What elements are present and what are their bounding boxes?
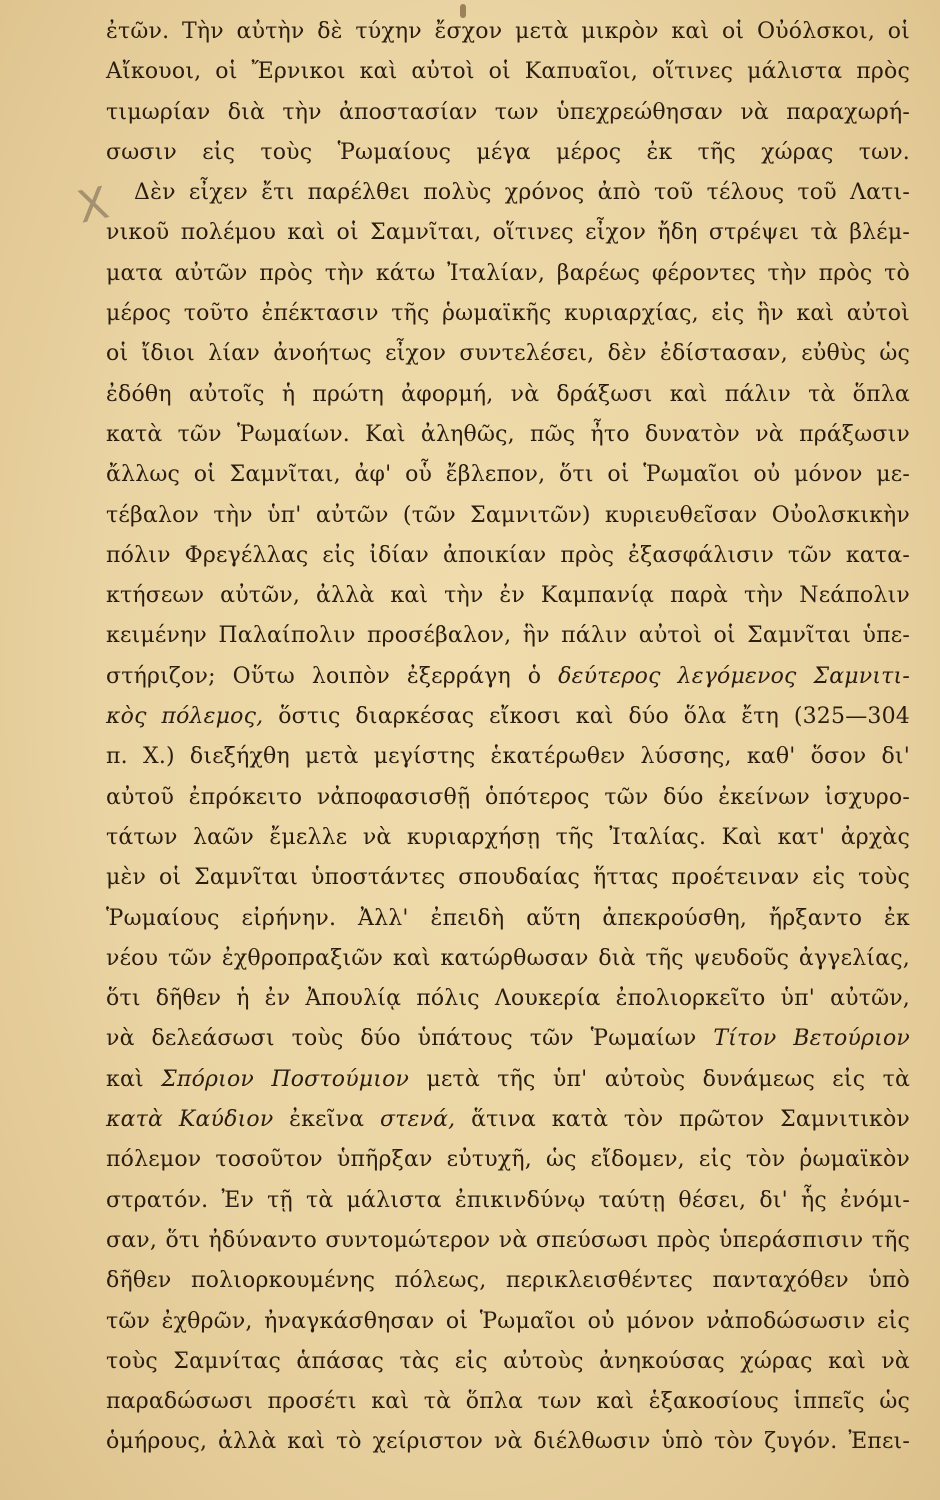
- text-run: σωσιν εἰς τοὺς Ῥωμαίους μέγα μέρος ἐκ τῆς χώρας των.: [106, 139, 910, 165]
- text-line: [106, 133, 910, 173]
- text-line: [106, 697, 910, 737]
- text-run: δῆθεν πολιορκουμένης πόλεως, περικλεισθέντες πανταχόθεν ὑπὸ: [106, 1268, 910, 1294]
- text-line: [106, 576, 910, 616]
- text-run: ἐδόθη αὐτοῖς ἡ πρώτη ἀφορμή, νὰ δράξωσι καὶ πάλιν τὰ ὅπλα: [106, 381, 910, 407]
- text-run: πόλιν Φρεγέλλας εἰς ἰδίαν ἀποικίαν πρὸς ἐξασφάλισιν τῶν κατα-: [106, 542, 910, 568]
- text-run: νικοῦ πολέμου καὶ οἱ Σαμνῖται, οἵτινες εἶχον ἤδη στρέψει τὰ βλέμ-: [106, 220, 910, 246]
- text-run: κτήσεων αὐτῶν, ἀλλὰ καὶ τὴν ἐν Καμπανίᾳ παρὰ τὴν Νεάπολιν: [106, 583, 910, 609]
- text-line: [106, 1302, 910, 1342]
- text-run: σαν, ὅτι ἠδύναντο συντομώτερον νὰ σπεύσωσι πρὸς ὑπεράσπισιν τῆς: [106, 1227, 910, 1253]
- text-line: [106, 536, 910, 576]
- text-run: ματα αὐτῶν πρὸς τὴν κάτω Ἰταλίαν, βαρέως φέροντες τὴν πρὸς τὸ: [106, 260, 910, 286]
- text-run: Ῥωμαίους εἰρήνην. Ἀλλ' ἐπειδὴ αὕτη ἀπεκρούσθη, ἤρξαντο ἐκ: [106, 905, 910, 931]
- text-run: κατὰ τῶν Ῥωμαίων. Καὶ ἀληθῶς, πῶς ἦτο δυνατὸν νὰ πράξωσιν: [106, 421, 910, 447]
- text-line: [106, 294, 910, 334]
- text-line: [106, 1382, 910, 1422]
- text-line: [106, 1060, 910, 1100]
- text-line: [106, 1261, 910, 1301]
- text-run: αὐτοῦ ἐπρόκειτο νἀποφασισθῇ ὁπότερος τῶν δύο ἐκείνων ἰσχυρο-: [106, 784, 910, 810]
- text-run: πόλεμον τοσοῦτον ὑπῆρξαν εὐτυχῆ, ὡς εἴδομεν, εἰς τὸν ῥωμαϊκὸν: [106, 1147, 910, 1173]
- text-run: ἐτῶν. Τὴν αὐτὴν δὲ τύχην ἔσχον μετὰ μικρὸν καὶ οἱ Οὐόλσκοι, οἱ: [106, 19, 910, 44]
- text-run: κειμένην Παλαίπολιν προσέβαλον, ἣν πάλιν αὐτοὶ οἱ Σαμνῖται ὑπε-: [106, 623, 910, 649]
- text-line: [106, 899, 910, 939]
- text-run: π. Χ.) διεξήχθη μετὰ μεγίστης ἑκατέρωθεν λύσσης, καθ' ὅσον δι': [106, 744, 910, 770]
- text-run: τάτων λαῶν ἔμελλε νὰ κυριαρχήσῃ τῆς Ἰταλίας. Καὶ κατ' ἀρχὰς: [106, 824, 910, 850]
- text-line: [106, 213, 910, 253]
- italic-phrase: Τίτον Βετούριον: [713, 1026, 910, 1052]
- italic-phrase: Σπόριον Ποστούμιον: [161, 1066, 410, 1092]
- text-line: [106, 496, 910, 536]
- text-run: τιμωρίαν διὰ τὴν ἀποστασίαν των ὑπεχρεώθησαν νὰ παραχωρή-: [106, 99, 910, 125]
- text-run: τῶν ἐχθρῶν, ἠναγκάσθησαν οἱ Ῥωμαῖοι οὐ μόνον νἀποδώσωσιν εἰς: [106, 1308, 910, 1334]
- text-run: παραδώσωσι προσέτι καὶ τὰ ὅπλα των καὶ ἑξακοσίους ἱππεῖς ὡς: [106, 1389, 910, 1415]
- italic-phrase: κὸς πόλεμος,: [106, 704, 264, 730]
- text-run: καὶ: [106, 1066, 162, 1092]
- italic-phrase: στενά,: [379, 1107, 456, 1133]
- text-run: οἱ ἴδιοι λίαν ἀνοήτως εἶχον συντελέσει, δὲν ἐδίστασαν, εὐθὺς ὡς: [106, 341, 910, 367]
- text-line: [106, 52, 910, 92]
- text-run: ὅτι δῆθεν ἡ ἐν Ἀπουλίᾳ πόλις Λουκερία ἐπολιορκεῖτο ὑπ' αὐτῶν,: [106, 986, 910, 1012]
- text-line: [106, 737, 910, 777]
- text-run: Δὲν εἶχεν ἔτι παρέλθει πολὺς χρόνος ἀπὸ τοῦ τέλους τοῦ Λατι-: [134, 180, 910, 206]
- text-line: [106, 12, 910, 52]
- text-line: [106, 1422, 910, 1462]
- text-line: [106, 93, 910, 133]
- text-line: [106, 1342, 910, 1382]
- text-line: [106, 858, 910, 898]
- text-line: [106, 334, 910, 374]
- text-line: [106, 657, 910, 697]
- text-line: [106, 1019, 910, 1059]
- text-run: ἅτινα κατὰ τὸν πρῶτον Σαμνιτικὸν: [455, 1107, 910, 1133]
- text-run: ἐκεῖνα: [273, 1107, 380, 1133]
- text-line: [106, 778, 910, 818]
- text-line: [106, 1140, 910, 1180]
- text-run: ὅστις διαρκέσας εἴκοσι καὶ δύο ὅλα ἔτη (325—304: [263, 704, 910, 730]
- text-run: ὁμήρους, ἀλλὰ καὶ τὸ χείριστον νὰ διέλθωσιν ὑπὸ τὸν ζυγόν. Ἐπει-: [106, 1429, 910, 1455]
- text-line: [106, 979, 910, 1019]
- text-line: [106, 616, 910, 656]
- italic-phrase: δεύτερος λεγόμενος Σαμνιτι-: [558, 663, 910, 689]
- text-line: [106, 939, 910, 979]
- text-run: στρατόν. Ἐν τῇ τὰ μάλιστα ἐπικινδύνῳ ταύτῃ θέσει, δι' ἧς ἐνόμι-: [106, 1187, 910, 1213]
- margin-pencil-mark: X: [73, 177, 114, 234]
- text-line: [106, 818, 910, 858]
- body-text: [106, 12, 910, 1463]
- text-line: [106, 254, 910, 294]
- text-run: νέου τῶν ἐχθροπραξιῶν καὶ κατώρθωσαν διὰ τῆς ψευδοῦς ἀγγελίας,: [106, 945, 910, 971]
- text-run: μετὰ τῆς ὑπ' αὐτοὺς δυνάμεως εἰς τὰ: [409, 1066, 911, 1092]
- text-line: [106, 415, 910, 455]
- text-line: [106, 375, 910, 415]
- text-run: τοὺς Σαμνίτας ἁπάσας τὰς εἰς αὐτοὺς ἀνηκούσας χώρας καὶ νὰ: [106, 1348, 910, 1374]
- text-run: μὲν οἱ Σαμνῖται ὑποστάντες σπουδαίας ἥττας προέτειναν εἰς τοὺς: [106, 865, 910, 891]
- text-run: μέρος τοῦτο ἐπέκτασιν τῆς ῥωμαϊκῆς κυριαρχίας, εἰς ἣν καὶ αὐτοὶ: [106, 301, 910, 327]
- text-line: [106, 1100, 910, 1140]
- text-line: [106, 1181, 910, 1221]
- text-run: τέβαλον τὴν ὑπ' αὐτῶν (τῶν Σαμνιτῶν) κυριευθεῖσαν Οὐολσκικὴν: [106, 502, 910, 528]
- text-run: στήριζον; Οὕτω λοιπὸν ἐξερράγη ὁ: [106, 663, 559, 689]
- text-run: Αἴκουοι, οἱ Ἔρνικοι καὶ αὐτοὶ οἱ Καπυαῖοι, οἵτινες μάλιστα πρὸς: [106, 59, 910, 85]
- text-run: νὰ δελεάσωσι τοὺς δύο ὑπάτους τῶν Ῥωμαίων: [106, 1026, 714, 1052]
- text-line: [106, 1221, 910, 1261]
- italic-phrase: κατὰ Καύδιον: [106, 1107, 274, 1133]
- text-run: ἄλλως οἱ Σαμνῖται, ἀφ' οὗ ἔβλεπον, ὅτι οἱ Ῥωμαῖοι οὐ μόνον με-: [106, 462, 910, 488]
- text-line: [106, 173, 910, 213]
- text-line: [106, 455, 910, 495]
